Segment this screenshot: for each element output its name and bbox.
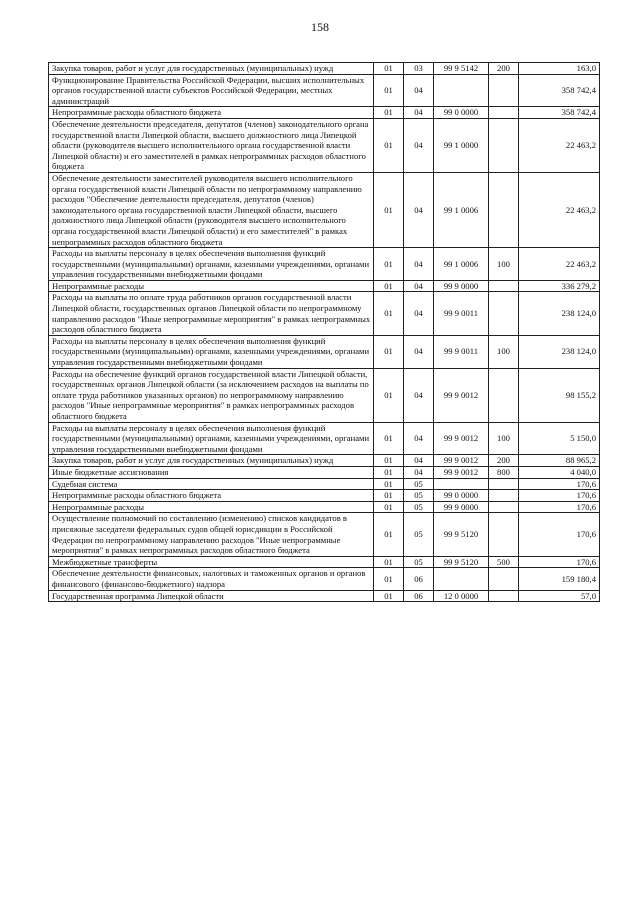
row-sum-cell: 5 150,0 [519,422,600,455]
table-row [49,478,600,490]
row-section-cell: 01 [374,501,404,513]
row-expense-type-cell: 200 [489,455,519,467]
row-name-cell: Расходы на обеспечение функций органов государственной власти Липецкой области, государственных органов Липецкой области (за исключением расходов на выплаты по оплате труда работников указанных органов) по непрограммному направлению расходов "Иные непрограммные мероприятия" в рамках непрограммных расходов областного бюджета [49,368,374,422]
row-section-cell: 01 [374,466,404,478]
row-subsection-cell: 04 [404,335,434,368]
row-expense-type-cell [489,478,519,490]
row-section-cell: 01 [374,172,404,247]
table-row [49,63,600,75]
row-target-article-cell: 12 0 0000 [434,590,489,602]
row-target-article-cell [434,74,489,107]
row-target-article-cell: 99 9 0011 [434,335,489,368]
row-section-cell: 01 [374,513,404,556]
row-section-cell: 01 [374,248,404,281]
table-row [49,118,600,172]
table-row [49,292,600,335]
row-expense-type-cell [489,501,519,513]
row-section-cell: 01 [374,590,404,602]
row-expense-type-cell [489,107,519,119]
budget-table [48,62,600,602]
row-sum-cell: 22 463,2 [519,118,600,172]
row-subsection-cell: 05 [404,490,434,502]
row-section-cell: 01 [374,455,404,467]
row-expense-type-cell [489,490,519,502]
row-section-cell: 01 [374,422,404,455]
row-subsection-cell: 05 [404,556,434,568]
row-target-article-cell: 99 9 0011 [434,292,489,335]
row-target-article-cell: 99 0 0000 [434,490,489,502]
row-name-cell: Иные бюджетные ассигнования [49,466,374,478]
row-name-cell: Закупка товаров, работ и услуг для государственных (муниципальных) нужд [49,63,374,75]
row-expense-type-cell: 100 [489,422,519,455]
row-name-cell: Обеспечение деятельности заместителей руководителя высшего исполнительного органа государственной власти Липецкой области по непрограммному направлению расходов "Обеспечение деятельности председателя, депутатов (членов) законодательного органа государственной власти Липецкой области, высшего должностного лица Липецкой области (руководителя высшего исполнительного органа государственной власти Липецкой области) и его заместителей" в рамках непрограммных расходов областного бюджета [49,172,374,247]
row-name-cell: Расходы на выплаты по оплате труда работников органов государственной власти Липецкой области, государственных органов Липецкой области по непрограммному направлению расходов "Иные непрограммные мероприятия" в рамках непрограммных расходов областного бюджета [49,292,374,335]
row-subsection-cell: 06 [404,590,434,602]
row-name-cell: Непрограммные расходы [49,280,374,292]
table-row [49,556,600,568]
row-expense-type-cell [489,590,519,602]
row-section-cell: 01 [374,280,404,292]
row-subsection-cell: 03 [404,63,434,75]
row-target-article-cell [434,568,489,590]
table-row [49,513,600,556]
row-sum-cell: 170,6 [519,478,600,490]
row-subsection-cell: 04 [404,248,434,281]
row-name-cell: Функционирование Правительства Российской Федерации, высших исполнительных органов государственной власти субъектов Российской Федерации, местных администраций [49,74,374,107]
row-subsection-cell: 04 [404,422,434,455]
row-name-cell: Непрограммные расходы [49,501,374,513]
table-row [49,568,600,590]
row-section-cell: 01 [374,568,404,590]
row-sum-cell: 170,6 [519,513,600,556]
row-sum-cell: 170,6 [519,556,600,568]
row-subsection-cell: 04 [404,280,434,292]
row-expense-type-cell [489,568,519,590]
row-sum-cell: 159 180,4 [519,568,600,590]
table-row [49,74,600,107]
table-row [49,280,600,292]
table-row [49,368,600,422]
row-sum-cell: 238 124,0 [519,292,600,335]
row-sum-cell: 57,0 [519,590,600,602]
row-expense-type-cell: 800 [489,466,519,478]
row-target-article-cell: 99 9 0000 [434,280,489,292]
row-section-cell: 01 [374,74,404,107]
row-target-article-cell: 99 9 5120 [434,513,489,556]
table-row [49,422,600,455]
row-expense-type-cell: 500 [489,556,519,568]
budget-table-body [49,63,600,602]
row-target-article-cell: 99 9 0012 [434,466,489,478]
table-row [49,490,600,502]
row-target-article-cell: 99 0 0000 [434,107,489,119]
row-name-cell: Расходы на выплаты персоналу в целях обеспечения выполнения функций государственными (муниципальными) органами, казенными учреждениями, органами управления государственными внебюджетными фондами [49,335,374,368]
row-expense-type-cell [489,280,519,292]
row-target-article-cell: 99 9 5142 [434,63,489,75]
row-subsection-cell: 04 [404,172,434,247]
row-section-cell: 01 [374,490,404,502]
row-expense-type-cell [489,292,519,335]
row-expense-type-cell [489,118,519,172]
row-sum-cell: 22 463,2 [519,248,600,281]
row-subsection-cell: 05 [404,478,434,490]
row-name-cell: Судебная система [49,478,374,490]
row-section-cell: 01 [374,478,404,490]
row-sum-cell: 336 279,2 [519,280,600,292]
row-sum-cell: 358 742,4 [519,74,600,107]
row-name-cell: Государственная программа Липецкой области [49,590,374,602]
row-expense-type-cell [489,513,519,556]
row-expense-type-cell [489,172,519,247]
row-target-article-cell: 99 9 0012 [434,422,489,455]
row-subsection-cell: 04 [404,466,434,478]
row-sum-cell: 358 742,4 [519,107,600,119]
row-section-cell: 01 [374,63,404,75]
row-target-article-cell [434,478,489,490]
row-name-cell: Осуществление полномочий по составлению (изменению) списков кандидатов в присяжные заседатели федеральных судов общей юрисдикции в Российской Федерации по непрограммному направлению расходов "Иные непрограммные мероприятия" в рамках непрограммных расходов областного бюджета [49,513,374,556]
row-expense-type-cell [489,368,519,422]
row-sum-cell: 98 155,2 [519,368,600,422]
row-section-cell: 01 [374,107,404,119]
row-subsection-cell: 05 [404,501,434,513]
row-section-cell: 01 [374,556,404,568]
row-target-article-cell: 99 1 0006 [434,248,489,281]
row-section-cell: 01 [374,368,404,422]
row-name-cell: Обеспечение деятельности финансовых, налоговых и таможенных органов и органов финансового (финансово-бюджетного) надзора [49,568,374,590]
row-sum-cell: 4 040,0 [519,466,600,478]
row-subsection-cell: 04 [404,74,434,107]
row-subsection-cell: 04 [404,455,434,467]
table-row [49,590,600,602]
row-sum-cell: 238 124,0 [519,335,600,368]
row-target-article-cell: 99 9 0012 [434,368,489,422]
row-name-cell: Непрограммные расходы областного бюджета [49,107,374,119]
row-subsection-cell: 06 [404,568,434,590]
row-expense-type-cell: 100 [489,335,519,368]
row-target-article-cell: 99 1 0006 [434,172,489,247]
row-name-cell: Расходы на выплаты персоналу в целях обеспечения выполнения функций государственными (муниципальными) органами, казенными учреждениями, органами управления государственными внебюджетными фондами [49,422,374,455]
row-name-cell: Межбюджетные трансферты [49,556,374,568]
row-sum-cell: 170,6 [519,490,600,502]
row-subsection-cell: 04 [404,292,434,335]
row-expense-type-cell: 100 [489,248,519,281]
row-name-cell: Закупка товаров, работ и услуг для государственных (муниципальных) нужд [49,455,374,467]
row-target-article-cell: 99 1 0000 [434,118,489,172]
row-subsection-cell: 04 [404,368,434,422]
row-sum-cell: 22 463,2 [519,172,600,247]
table-row [49,172,600,247]
row-section-cell: 01 [374,292,404,335]
table-row [49,501,600,513]
row-subsection-cell: 05 [404,513,434,556]
row-section-cell: 01 [374,118,404,172]
table-row [49,455,600,467]
row-sum-cell: 163,0 [519,63,600,75]
row-name-cell: Обеспечение деятельности председателя, депутатов (членов) законодательного органа государственной власти Липецкой области, высшего должностного лица Липецкой области (руководителя высшего исполнительного органа государственной власти Липецкой области) и его заместителей в рамках непрограммных расходов областного бюджета [49,118,374,172]
row-section-cell: 01 [374,335,404,368]
table-row [49,248,600,281]
row-target-article-cell: 99 9 5120 [434,556,489,568]
row-sum-cell: 88 965,2 [519,455,600,467]
row-expense-type-cell: 200 [489,63,519,75]
row-target-article-cell: 99 9 0012 [434,455,489,467]
row-subsection-cell: 04 [404,118,434,172]
table-row [49,335,600,368]
table-row [49,107,600,119]
table-row [49,466,600,478]
row-sum-cell: 170,6 [519,501,600,513]
row-name-cell: Непрограммные расходы областного бюджета [49,490,374,502]
page-number: 158 [311,20,329,34]
row-subsection-cell: 04 [404,107,434,119]
row-name-cell: Расходы на выплаты персоналу в целях обеспечения выполнения функций государственными (муниципальными) органами, казенными учреждениями, органами управления государственными внебюджетными фондами [49,248,374,281]
row-target-article-cell: 99 9 0000 [434,501,489,513]
row-expense-type-cell [489,74,519,107]
